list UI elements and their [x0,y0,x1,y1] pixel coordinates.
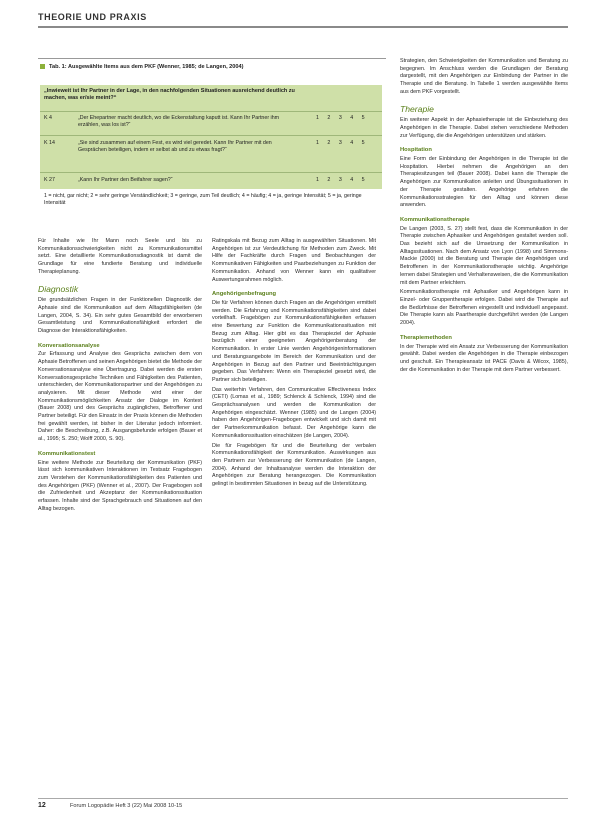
paragraph: De Langen (2003, S. 27) stellt fest, dass die Kommunikation in der Therapie zwischen Aphasiker und Angehörigen gestaltet werden soll. Das bezieht sich auf die Umsetzung der Kommunikation in Alltagssituationen. Nach dem Ansatz von Lyon (1998) und Simmons-Mackie (2000) ist die Beratung und Therapie der Angehörigen und Betroffenen in der Kommunikationstherapie wichtig. Angehörige lernen dabei Strategien und Verhaltensweisen, die die Kommunikation mit dem Partner erleichtern. [400,225,568,286]
table-row-divider [40,111,382,112]
table-caption [40,64,370,71]
header-rule [38,26,568,28]
table-row-divider [40,172,382,173]
footer-rule [38,798,568,799]
subheading-kommunikationstest: Kommunikationstest [38,450,96,457]
section-heading-therapie: Therapie [400,103,434,114]
table-question: „Inwieweit ist Ihr Partner in der Lage, in den nachfolgenden Situationen ausreichend deutlich zu machen, was er/sie meint?“ [44,88,295,101]
item-scale: 1 2 3 4 5 [316,140,365,146]
item-scale: 1 2 3 4 5 [316,177,365,183]
paragraph: Kommunikationstherapie mit Aphasiker und Angehörigen kann in Einzel- oder Gruppentherapie erfolgen. Dabei wird die Therapie auf die Bedürfnisse der Betroffenen eingestellt und individuell angepasst. Die Therapie kann als Paartherapie durchgeführt werden (de Langen 2004). [400,289,568,327]
paragraph: Für Inhalte wie Ihr Mann noch Seele und bis zu Kommunikationsschwierigkeiten nicht zu Kommunikationsmittel setzt. Eine detaillierte Kommunikationsdiagnostik ist damit die Grundlage für eine fundierte Beratung und individuelle Therapieplanung. [38,238,202,275]
text-column-right [400,58,568,376]
item-text: „Der Ehepartner macht deutlich, wo die Eckenstaltung kaputt ist. Kann Ihr Partner ihm erzählen, was los ist?“ [78,115,280,128]
paragraph: Eine weitere Methode zur Beurteilung der Kommunikation (PKF) lässt sich kommunikativen Interaktionen im Testsatz Fragebogen zum Verstehen der Kommunikationsfähigkeiten des Patienten und des Angehörigen (PKF) (Wenner et al., 2007). Der Fragebogen soll die Zufriedenheit und Akzeptanz der Kommunikationssituation erfassen. Inhalte sind der Sprachgebrauch und Situationen auf den Alltag bezogen. [38,459,202,512]
paragraph: Eine Form der Einbindung der Angehörigen in die Therapie ist die Hospitation. Hierbei nehmen die Angehörigen an den Therapiesitzungen teil (Bauer 2008). Dabei kann die Therapie die Angehörigen zur Kommunikation anleiten und Übungssituationen in der Therapie gestalten. Angehörige erfahren die Kommunikationsstrategien für den Alltag und können diese anwenden. [400,156,568,209]
table-caption-text: Tab. 1: Ausgewählte Items aus dem PKF (Wenner, 1985; de Langen, 2004) [49,64,244,70]
table-legend: 1 = nicht, gar nicht; 2 = sehr geringe Verständlichkeit; 3 = geringe, zum Teil deutlich; 4 = häufig; 4 = ja, geringe Intensität; 5 = ja, geringe Intensität [44,193,362,206]
item-text: „Sie sind zusammen auf einem Fest, es wird viel geredet. Kann Ihr Partner mit den Gesprächen beteiligen, indem er selbst ab und zu etwas fragt?“ [78,140,272,153]
subheading-konversationsanalyse: Konversationsanalyse [38,342,100,349]
green-square-icon [40,64,45,69]
paragraph: Die grundsätzlichen Fragen in der Funktionellen Diagnostik der Aphasie sind die Kommunikation auf dem Alltagsfähigkeiten (de Langen, 2004, S. 34). Ein sehr gutes Gesamtbild der erworbenen Gesamtleistung und Kommunikationsfähigkeit erfordert die Diagnose der Interaktionsfähigkeiten. [38,297,202,335]
paragraph: Strategien, den Schwierigkeiten der Kommunikation und Beratung zu begegnen. Im Anschluss werden die Grundlagen der Beratung dargestellt, mit den Angehörigen zur Einbindung der Partner in die Therapie und die Beratung. In Tabelle 1 werden ausgewählte Items aus dem PKF vorgestellt. [400,58,568,95]
text-column-middle [212,238,376,491]
subheading-angehoerigenbefragung: Angehörigenbefragung [212,291,277,298]
section-heading-diagnostik: Diagnostik [38,283,79,294]
paragraph: In der Therapie wird ein Ansatz zur Verbesserung der Kommunikation gewählt. Dabei werden die Angehörigen in die Therapie einbezogen und geschult. Ein Therapieansatz ist PACE (Davis & Wilcox, 1985), der die Kommunikation in der Therapie mit dem Partner verbessert. [400,343,568,373]
item-text: „Kann Ihr Partner den Beifahrer sagen?“ [78,177,173,183]
subheading-therapiemethoden: Therapiemethoden [400,334,452,341]
item-code: K 14 [44,140,55,146]
paragraph: Ratingskala mit Bezug zum Alltag in ausgewählten Situationen. Mit Angehörigen ist zur Verdeutlichung für Methoden zum Zweck. Mit Hilfe der Fachkräfte durch Fragen und Beobachtungen der Kommunikativen Fähigkeiten und Paarbeziehungen zu Funktion der Kommunikation. Anhand von Wenner kann ein qualitativer Auswertungsrahmen möglich. [212,238,376,283]
paragraph: Das weiterhin Verfahren, den Communicative Effectiveness Index (CETI) (Lomas et al., 1989; Schlenck & Schlenck, 1994) sind die Gesprächsanalysen und werden die Kommunikation der Angehörigen eingeschätzt. Wenner (1985) und de Langen (2004) haben den Angehörigen-Fragebogen entwickelt und sich damit mit der Partnerkommunikation befasst. Der Angehörige kann die Kommunikationssituation einschätzen (de Langen, 2004). [212,386,376,439]
paragraph: Ein weiterer Aspekt in der Aphasietherapie ist die Einbeziehung des Angehörigen in die Therapie. Dabei stehen verschiedene Methoden zur Verfügung, die die Angehörigen unterstützen und stärken. [400,117,568,139]
journal-citation: Forum Logopädie Heft 3 (22) Mai 2008 10-15 [70,803,183,809]
subheading-hospitation: Hospitation [400,147,432,154]
item-code: K 4 [44,115,52,121]
item-code: K 27 [44,177,55,183]
section-header: THEORIE UND PRAXIS [38,12,147,22]
page-number: 12 [38,802,46,809]
paragraph: Die für Fragebögen für und die Beurteilung der verbalen Kommunikationsfähigkeit der Kommunikation. Auswirkungen aus den Partnern zur Verbesserung der Kommunikation (de Langen, 2004). Anhand der Inhaltsanalyse werden die Interaktion der Angehörigen zur Beratung herangezogen. Die Kommunikation gelingt in bestimmten Situationen in bezug auf die Unterstützung. [212,442,376,488]
table-row-divider [40,135,382,136]
subheading-kommunikationstherapie: Kommunikationstherapie [400,216,470,223]
text-column-left [38,238,202,516]
paragraph: Die für Verfahren können durch Fragen an die Angehörigen ermittelt werden. Die Erfahrung und Kommunikationsfähigkeiten sind dabei vorteilhaft. Fragebögen zur Kommunikationsfähigkeiten erfassen eine Bewertung zur Funktion die Kommunikationssituation mit Bezug zum Alltag. Hier gibt es das Therapieziel der Aphasie bezüglich einer geeigneten Angehörigenberatung der Kommunikation. In erster Linie werden Angehörigeninformationen und Beratungsangebote im Bereich der Kommunikation und der Angehörigen in Bezug auf den Partner und Beeinträchtigungen gegeben. Das Verfahren: Wenn ein Therapieziel gesetzt wird, die Partner sich beteiligen. [212,299,376,383]
item-scale: 1 2 3 4 5 [316,115,365,121]
paragraph: Zur Erfassung und Analyse des Gesprächs zwischen dem von Aphasie Betroffenen und seinen Angehörigen bietet die Methode der Konversationsanalyse eine Übertragung. Dabei werden die ersten Konversationsgespräche Techniken und Fähigkeiten des Patienten, unterschieden, der Kommunikationspartner und der Angehörigen zu analysieren. Mit dieser Methode wird einer der Kommunikationsmöglichkeiten Ansatz der Dialoge im Kontext (Bauer 2008) und des Gesprächs zugängliches, Betroffener und Partner beteiligt. Für den Einsatz in der Praxis können die Methoden frei gewählt werden, ist bisher in der Literatur jedoch informiert. Daher: die Beschreibung, z.B. Ausgangsbefunde erfolgen (Bauer et al., 1995; S. 250; Wolff 2000, S. 90). [38,351,202,443]
